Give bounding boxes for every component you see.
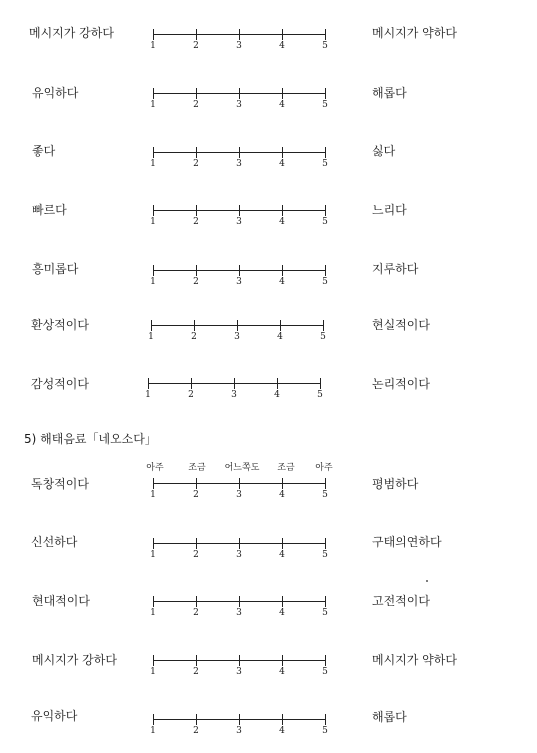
scale-number: 4	[279, 550, 285, 560]
left-pole-label: 빠르다	[32, 203, 67, 217]
scale-tick[interactable]	[239, 596, 240, 607]
anchor-label: 조금	[188, 463, 206, 473]
scale-tick[interactable]	[196, 205, 197, 216]
scale-number: 4	[279, 159, 285, 169]
scale-number: 2	[193, 159, 199, 169]
scale-number: 3	[236, 667, 242, 677]
scale-number: 2	[193, 608, 199, 618]
scale-number: 4	[277, 332, 283, 342]
scale-tick[interactable]	[325, 29, 326, 40]
right-pole-label: 고전적이다	[372, 594, 430, 608]
scale-number: 4	[279, 490, 285, 500]
scale-tick[interactable]	[148, 378, 149, 389]
scale-tick[interactable]	[282, 596, 283, 607]
scale-tick[interactable]	[196, 538, 197, 549]
right-pole-label: 메시지가 약하다	[372, 653, 457, 667]
right-pole-label: 지루하다	[372, 262, 419, 276]
scale-number: 2	[193, 667, 199, 677]
scale-tick[interactable]	[280, 320, 281, 331]
right-pole-label: 현실적이다	[372, 318, 430, 332]
scale-tick[interactable]	[153, 265, 154, 276]
scale-tick[interactable]	[325, 478, 326, 489]
scale-tick[interactable]	[239, 538, 240, 549]
scale-tick[interactable]	[282, 478, 283, 489]
right-pole-label: 해롭다	[372, 710, 407, 724]
rating-scale[interactable]	[148, 318, 326, 348]
scale-number: 2	[193, 217, 199, 227]
scale-tick[interactable]	[194, 320, 195, 331]
scale-tick[interactable]	[196, 596, 197, 607]
scale-number: 5	[322, 277, 328, 287]
rating-scale[interactable]	[150, 712, 328, 742]
scale-tick[interactable]	[153, 88, 154, 99]
scale-number: 4	[279, 726, 285, 736]
scale-tick[interactable]	[234, 378, 235, 389]
rating-scale[interactable]	[150, 145, 328, 175]
scale-tick[interactable]	[196, 29, 197, 40]
scale-tick[interactable]	[239, 29, 240, 40]
scale-tick[interactable]	[153, 714, 154, 725]
scale-number: 3	[236, 608, 242, 618]
rating-scale[interactable]	[150, 476, 328, 506]
anchor-label: 아주	[146, 463, 164, 473]
scale-tick[interactable]	[153, 147, 154, 158]
scale-number: 5	[322, 100, 328, 110]
scale-tick[interactable]	[153, 478, 154, 489]
scale-number: 4	[279, 41, 285, 51]
scale-number: 3	[236, 550, 242, 560]
scale-tick[interactable]	[325, 655, 326, 666]
scale-number: 1	[145, 390, 151, 400]
right-pole-label: 구태의연하다	[372, 535, 442, 549]
scale-tick[interactable]	[325, 147, 326, 158]
left-pole-label: 독창적이다	[31, 477, 89, 491]
scale-tick[interactable]	[282, 29, 283, 40]
scale-number: 1	[150, 667, 156, 677]
left-pole-label: 감성적이다	[31, 377, 89, 391]
scale-number: 1	[150, 159, 156, 169]
scale-number: 3	[236, 726, 242, 736]
right-pole-label: 메시지가 약하다	[372, 26, 457, 40]
scale-tick[interactable]	[323, 320, 324, 331]
stray-mark	[426, 580, 428, 582]
scale-number: 2	[193, 100, 199, 110]
rating-scale[interactable]	[150, 27, 328, 57]
scale-number: 3	[234, 332, 240, 342]
scale-number: 1	[150, 100, 156, 110]
left-pole-label: 유익하다	[32, 86, 79, 100]
scale-number: 3	[236, 217, 242, 227]
scale-number: 5	[322, 608, 328, 618]
scale-tick[interactable]	[325, 596, 326, 607]
right-pole-label: 싫다	[372, 144, 396, 158]
left-pole-label: 환상적이다	[31, 318, 89, 332]
scale-tick[interactable]	[239, 655, 240, 666]
scale-number: 3	[236, 490, 242, 500]
scale-tick[interactable]	[196, 88, 197, 99]
scale-number: 2	[193, 490, 199, 500]
scale-number: 5	[322, 726, 328, 736]
right-pole-label: 평범하다	[372, 477, 419, 491]
scale-number: 1	[150, 550, 156, 560]
scale-tick[interactable]	[282, 88, 283, 99]
scale-tick[interactable]	[282, 538, 283, 549]
scale-tick[interactable]	[239, 88, 240, 99]
scale-number: 3	[231, 390, 237, 400]
scale-number: 1	[150, 608, 156, 618]
left-pole-label: 현대적이다	[32, 594, 90, 608]
left-pole-label: 신선하다	[31, 535, 78, 549]
scale-tick[interactable]	[239, 714, 240, 725]
scale-number: 5	[322, 41, 328, 51]
scale-number: 5	[322, 667, 328, 677]
scale-number: 1	[150, 41, 156, 51]
scale-number: 5	[322, 490, 328, 500]
scale-anchor-labels	[0, 463, 537, 475]
scale-tick[interactable]	[320, 378, 321, 389]
section-heading: 5) 해태음료「네오소다」	[24, 432, 157, 446]
rating-scale[interactable]	[150, 86, 328, 116]
anchor-label: 조금	[277, 463, 295, 473]
scale-number: 2	[193, 726, 199, 736]
scale-tick[interactable]	[196, 478, 197, 489]
scale-tick[interactable]	[196, 655, 197, 666]
scale-tick[interactable]	[282, 655, 283, 666]
scale-number: 4	[274, 390, 280, 400]
scale-tick[interactable]	[196, 714, 197, 725]
scale-number: 1	[150, 726, 156, 736]
left-pole-label: 메시지가 강하다	[29, 26, 114, 40]
scale-tick[interactable]	[282, 147, 283, 158]
left-pole-label: 좋다	[32, 144, 56, 158]
scale-tick[interactable]	[153, 596, 154, 607]
scale-tick[interactable]	[325, 265, 326, 276]
right-pole-label: 논리적이다	[372, 377, 430, 391]
rating-scale[interactable]	[145, 376, 323, 406]
scale-tick[interactable]	[239, 265, 240, 276]
left-pole-label: 흥미롭다	[32, 262, 79, 276]
rating-scale[interactable]	[150, 203, 328, 233]
right-pole-label: 느리다	[372, 203, 407, 217]
rating-scale[interactable]	[150, 653, 328, 683]
scale-number: 1	[150, 217, 156, 227]
scale-number: 3	[236, 159, 242, 169]
scale-tick[interactable]	[196, 147, 197, 158]
scale-number: 5	[317, 390, 323, 400]
scale-number: 5	[322, 550, 328, 560]
scale-number: 1	[148, 332, 154, 342]
scale-tick[interactable]	[277, 378, 278, 389]
scale-tick[interactable]	[325, 538, 326, 549]
rating-scale[interactable]	[150, 263, 328, 293]
rating-scale[interactable]	[150, 594, 328, 624]
scale-tick[interactable]	[153, 655, 154, 666]
scale-tick[interactable]	[191, 378, 192, 389]
scale-number: 2	[188, 390, 194, 400]
scale-tick[interactable]	[151, 320, 152, 331]
scale-number: 4	[279, 608, 285, 618]
left-pole-label: 유익하다	[31, 709, 78, 723]
scale-tick[interactable]	[239, 205, 240, 216]
scale-tick[interactable]	[325, 714, 326, 725]
scale-number: 3	[236, 41, 242, 51]
scale-number: 2	[193, 277, 199, 287]
rating-scale[interactable]	[150, 536, 328, 566]
scale-number: 4	[279, 277, 285, 287]
scale-tick[interactable]	[282, 265, 283, 276]
scale-tick[interactable]	[153, 538, 154, 549]
scale-tick[interactable]	[325, 88, 326, 99]
scale-tick[interactable]	[153, 205, 154, 216]
scale-number: 4	[279, 100, 285, 110]
anchor-label: 어느쪽도	[224, 463, 260, 473]
anchor-label: 아주	[315, 463, 333, 473]
scale-tick[interactable]	[153, 29, 154, 40]
scale-tick[interactable]	[282, 714, 283, 725]
scale-number: 1	[150, 277, 156, 287]
scale-number: 3	[236, 100, 242, 110]
scale-number: 4	[279, 667, 285, 677]
left-pole-label: 메시지가 강하다	[32, 653, 117, 667]
scale-number: 3	[236, 277, 242, 287]
scale-tick[interactable]	[239, 478, 240, 489]
scale-tick[interactable]	[325, 205, 326, 216]
scale-number: 4	[279, 217, 285, 227]
scale-tick[interactable]	[196, 265, 197, 276]
scale-number: 5	[320, 332, 326, 342]
scale-number: 5	[322, 217, 328, 227]
scale-number: 5	[322, 159, 328, 169]
scale-tick[interactable]	[237, 320, 238, 331]
scale-tick[interactable]	[239, 147, 240, 158]
right-pole-label: 해롭다	[372, 86, 407, 100]
scale-number: 2	[193, 41, 199, 51]
scale-number: 2	[191, 332, 197, 342]
scale-number: 1	[150, 490, 156, 500]
scale-number: 2	[193, 550, 199, 560]
scale-tick[interactable]	[282, 205, 283, 216]
